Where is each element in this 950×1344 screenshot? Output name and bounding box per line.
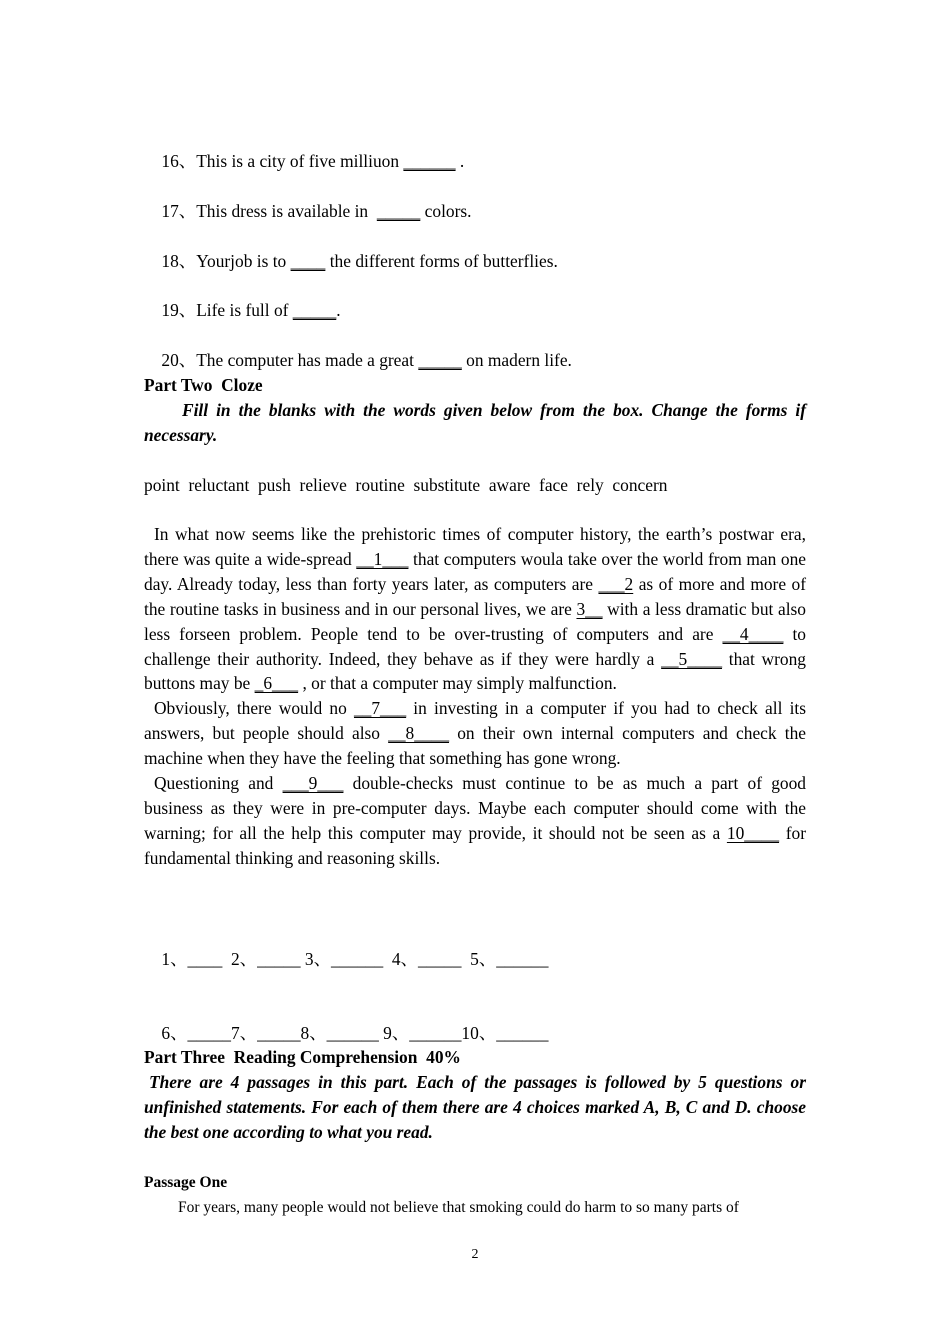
passage-text: that wrong buttons may be — [144, 648, 806, 694]
passage-text: as of more and more of the routine tasks in business and in our personal lives, we are — [144, 573, 806, 619]
passage-text: with a less dramatic but also less forseen problem. People tend to be over-trusting of computers and are — [144, 598, 806, 644]
cloze-blank[interactable]: __7___ — [353, 698, 407, 719]
passage-one-title: Passage One — [144, 1174, 228, 1191]
part-two-title: Part Two Cloze — [144, 375, 263, 395]
passage-text: to challenge their authority. Indeed, they behave as if they were hardly a — [144, 623, 806, 669]
question-17: 17、This dress is available in _____ colors. — [161, 201, 472, 221]
cloze-blank[interactable]: ___2 — [598, 573, 634, 594]
answer-blank[interactable]: ______ — [409, 1023, 462, 1043]
answer-number: 2、 — [222, 949, 258, 969]
answer-blank[interactable]: ______ — [496, 949, 549, 969]
answer-number: 3、 — [300, 949, 331, 969]
answer-number: 5、 — [461, 949, 497, 969]
passage-text: on their own internal computers and check the machine when they have the feeling that something has gone wrong. — [144, 723, 806, 769]
answer-blank[interactable]: ______ — [403, 151, 456, 171]
page-number: 2 — [471, 1247, 479, 1262]
answer-blank[interactable]: _____ — [292, 300, 337, 320]
question-18: 18、Yourjob is to ____ the different forms of butterflies. — [161, 251, 558, 271]
answer-row-2-text — [161, 1023, 548, 1043]
paragraph-3 — [144, 771, 806, 871]
answer-blank[interactable]: _____ — [257, 949, 301, 969]
answer-blank[interactable]: _____ — [187, 1023, 231, 1043]
answer-blank[interactable]: _____ — [418, 350, 462, 370]
answer-blank[interactable]: ______ — [330, 949, 384, 969]
answer-number: 7、 — [230, 1023, 258, 1043]
answer-row-1[interactable] — [144, 922, 548, 997]
cloze-blank[interactable]: 3__ — [576, 598, 603, 619]
passage-text: in investing in a computer if you had to check all its answers, but people should also — [144, 698, 807, 744]
word-bank: point reluctant push relieve routine substitute aware face rely concern — [144, 475, 668, 495]
answer-number: 6、 — [161, 1023, 188, 1043]
part-three-title: Part Three Reading Comprehension 40% — [144, 1047, 461, 1067]
cloze-blank[interactable]: _6___ — [254, 673, 299, 694]
answer-blank[interactable]: _____ — [376, 201, 421, 221]
answer-number: 8、 — [300, 1023, 327, 1043]
cloze-blank[interactable]: 10____ — [726, 822, 780, 843]
answer-number: 9、 — [378, 1023, 410, 1043]
paragraph-2 — [144, 696, 806, 771]
question-19: 19、Life is full of _____. — [161, 300, 341, 320]
cloze-blank[interactable]: __4____ — [722, 623, 784, 644]
answer-number: 1、 — [161, 949, 188, 969]
question-16: 16、This is a city of five milliuon ______ . — [161, 151, 465, 171]
answer-blank[interactable]: ______ — [326, 1023, 379, 1043]
question-20: 20、The computer has made a great _____ on madern life. — [161, 350, 572, 370]
passage-text: In what now seems like the prehistoric times of computer history, the earth’s postwar era, there was quite a wide-spread — [144, 524, 806, 569]
passage-text: for fundamental thinking and reasoning skills. — [144, 822, 806, 868]
answer-blank[interactable]: _____ — [417, 949, 462, 969]
cloze-blank[interactable]: ___9___ — [282, 773, 344, 794]
passage-one-text: For years, many people would not believe that smoking could do harm to so many parts of — [178, 1199, 739, 1216]
answer-blank[interactable]: ____ — [187, 949, 223, 969]
part-three-instruction: There are 4 passages in this part. Each of the passages is followed by 5 questions or unfinished statements. For each of them there are 4 choices marked A, B, C and D. choose the best one according to what you read. — [144, 1072, 806, 1142]
passage-text: double-checks must continue to be as much a part of good business as they were in pre-computer days. Maybe each computer should come with the warning; for all the help this computer may provide, it should not be seen as a — [144, 773, 806, 843]
cloze-blank[interactable]: __1___ — [356, 548, 409, 569]
passage-text: that computers woula take over the world from man one day. Already today, less than forty years later, as computers are — [144, 548, 806, 594]
paragraph-1 — [144, 522, 806, 696]
answer-number: 10、 — [461, 1023, 497, 1043]
answer-blank[interactable]: _____ — [257, 1023, 301, 1043]
answer-number: 4、 — [383, 949, 418, 969]
cloze-blank[interactable]: __8____ — [388, 723, 450, 744]
cloze-passage — [144, 522, 806, 871]
answer-row-1-text — [161, 949, 548, 969]
passage-text: , or that a computer may simply malfunction. — [298, 673, 617, 694]
passage-text: Obviously, there would no — [154, 698, 354, 719]
answer-blank[interactable]: ______ — [496, 1023, 549, 1043]
answer-blank[interactable]: ____ — [290, 251, 326, 271]
cloze-blank[interactable]: __5____ — [661, 648, 723, 669]
passage-text: Questioning and — [154, 773, 283, 794]
part-two-instruction: Fill in the blanks with the words given below from the box. Change the forms if necessary. — [144, 400, 806, 445]
